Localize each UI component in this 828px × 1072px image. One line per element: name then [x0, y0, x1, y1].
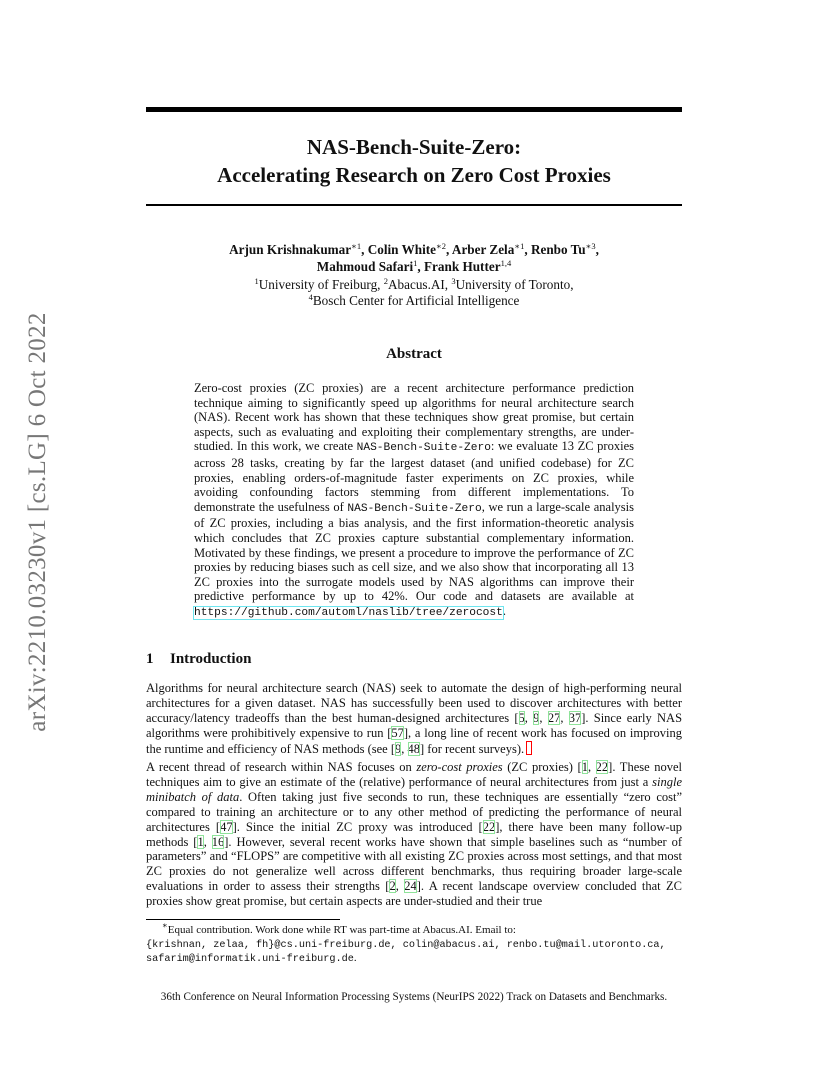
- para-text: ,: [560, 710, 569, 725]
- footnote-end: .: [353, 952, 357, 964]
- paper-title: [146, 133, 682, 189]
- citation-link[interactable]: 47: [220, 819, 233, 834]
- author-sup: ∗1: [351, 241, 362, 251]
- author-name: Arjun Krishnakumar: [229, 242, 352, 257]
- abstract-text: : we evaluate 13 ZC proxies across 28 tasks, creating by far the largest dataset (and unified codebase) for ZC proxies, enabling orders-of-magnitude faster experiments on ZC proxies, while avoiding confounding factors stemming from different implementations. To demonstrate the usefulness of: [194, 439, 634, 514]
- code-url-link[interactable]: https://github.com/automl/naslib/tree/zerocost: [194, 606, 503, 619]
- abstract-heading: Abstract: [386, 346, 442, 362]
- affil-sup: 1: [254, 276, 259, 286]
- para-text: ], there have been many follow-up methods [: [146, 819, 683, 849]
- citation-link[interactable]: 22: [595, 760, 609, 774]
- author-name: Colin White: [367, 242, 437, 257]
- para-text: (ZC proxies) [: [502, 760, 582, 774]
- footnote-marker: ∗: [162, 920, 168, 930]
- abstract-body: [194, 381, 634, 621]
- author-sup: ∗1: [514, 241, 525, 251]
- section-heading: [146, 651, 251, 668]
- affil-sup: 2: [383, 276, 389, 286]
- para-text: ]. These novel techniques aim to give an estimate of the (relative) performance of neural architectures from just a: [146, 760, 683, 789]
- footnote-text: Equal contribution. Work done while RT was part-time at Abacus.AI. Email to:: [167, 924, 516, 936]
- citation-link[interactable]: 1: [581, 760, 588, 774]
- affil-name: Abacus.AI,: [388, 277, 452, 292]
- abstract-text: .: [502, 603, 506, 618]
- citation-link[interactable]: 22: [482, 819, 496, 834]
- para-text: ]. However, several recent works have shown that simple baselines such as “number of parameters” and “FLOPS” are competitive with all existing ZC proxies across most settings, and that most ZC proxies do not generalize well across different benchmarks, thus requiring broader large-scale evaluations in order to assess their strengths [: [146, 834, 682, 894]
- title-top-rule: [146, 107, 682, 112]
- footnote-link-marker[interactable]: [526, 741, 532, 755]
- citation-link[interactable]: 9: [533, 710, 540, 725]
- para-text: A recent thread of research within NAS focuses on: [146, 760, 417, 774]
- para-text: ,: [203, 834, 212, 849]
- author-name: Mahmoud Safari: [316, 259, 414, 274]
- para-text: ,: [395, 879, 405, 894]
- author-sup: ∗2: [436, 241, 447, 251]
- emphasis-text: zero-cost proxies: [416, 760, 503, 774]
- citation-link[interactable]: 24: [404, 879, 417, 894]
- para-text: ]. Since the initial ZC proxy was introduced [: [232, 819, 483, 834]
- affil-sup: 4: [308, 292, 313, 302]
- title-line-2: Accelerating Research on Zero Cost Proxies: [217, 163, 611, 187]
- citation-link[interactable]: 2: [389, 879, 396, 894]
- author-sup: 1: [413, 258, 418, 268]
- para-text: . Often taking just five seconds to run, these techniques are essentially “zero cost” compared to training an architecture or to any other method of predicting the performance of neural architectures [: [146, 789, 682, 834]
- affil-name: University of Freiburg,: [258, 277, 384, 292]
- author-list: Arjun Krishnakumar$^{∗1}$, Colin White$^{∗2}$, Arber Zela$^{∗1}$, Renbo $Tu^{∗3}$, Mahmoud Safari$^1$, Frank Hutter$^{1,4}$: [229, 241, 599, 274]
- citation-link[interactable]: 5: [518, 710, 525, 725]
- arxiv-stamp: [18, 295, 58, 750]
- para-text: ] for recent surveys).: [420, 741, 525, 756]
- footnote-emails: {krishnan, zelaa, fh}@cs.uni-freiburg.de, colin@abacus.ai, renbo.tu@mail.utoronto.ca,: [146, 939, 666, 951]
- footnote: [146, 920, 682, 967]
- abstract-text: , we run a large-scale analysis of ZC proxies, including a bias analysis, and the first information-theoretic analysis which concludes that ZC proxies capture substantial complementary information. Motivated by these findings, we present a procedure to improve the performance of ZC proxies by reducing biases such as cell size, and we also show that incorporating all 13 ZC proxies into the surrogate models used by NAS algorithms can improve their predictive performance by up to 42%. Our code and datasets are available at: [194, 499, 634, 604]
- intro-paragraph-1: [146, 681, 682, 757]
- author-name: Renbo Tu: [530, 242, 586, 257]
- para-text: ]. A recent landscape overview concluded that ZC proxies show great promise, but certain aspects are under-studied and their true: [146, 879, 682, 909]
- section-title: Introduction: [170, 651, 252, 667]
- para-text: ]. Since early NAS algorithms were prohibitively expensive to run [: [146, 710, 683, 740]
- author-name: Frank Hutter: [424, 259, 501, 274]
- para-text: ,: [539, 710, 548, 725]
- para-text: ,: [587, 760, 596, 774]
- code-name: NAS-Bench-Suite-Zero: [356, 442, 491, 455]
- footnote-emails: safarim@informatik.uni-freiburg.de: [146, 954, 354, 965]
- title-line-1: NAS-Bench-Suite-Zero:: [306, 135, 522, 159]
- author-name: Arber Zela: [451, 242, 515, 257]
- para-text: ,: [524, 710, 534, 725]
- code-name: NAS-Bench-Suite-Zero: [347, 502, 482, 515]
- abstract-text: Zero-cost proxies (ZC proxies) are a recent architecture performance prediction technique aiming to significantly speed up algorithms for neural architecture search (NAS). Recent work has shown that these techniques show great promise, but certain aspects, such as evaluating and exploiting their complementary strengths, are under-studied. In this work, we create: [194, 381, 634, 454]
- affiliations: [146, 277, 682, 309]
- citation-link[interactable]: 16: [211, 834, 225, 849]
- author-sup: 1,4: [500, 258, 512, 268]
- citation-link[interactable]: 57: [391, 725, 404, 740]
- citation-link[interactable]: 37: [568, 710, 582, 725]
- citation-link[interactable]: 1: [197, 834, 204, 849]
- author-sup: ∗3: [585, 241, 596, 251]
- citation-link[interactable]: 48: [407, 741, 420, 756]
- affil-name: Bosch Center for Artificial Intelligence: [312, 293, 520, 308]
- para-text: ,: [401, 741, 408, 756]
- citation-link[interactable]: 9: [395, 741, 402, 756]
- conference-footer: 36th Conference on Neural Information Processing Systems (NeurIPS 2022) Track on Datasets and Benchmarks.: [160, 991, 668, 1003]
- emphasis-text: single minibatch of data: [146, 774, 682, 804]
- affil-name: University of Toronto,: [455, 277, 574, 292]
- citation-link[interactable]: 27: [547, 710, 561, 725]
- intro-paragraph-2: [146, 760, 682, 909]
- arxiv-stamp-text: arXiv:2210.03230v1 [cs.LG] 6 Oct 2022: [24, 312, 51, 732]
- para-text: ], a long line of recent work has focused on improving the runtime and efficiency of NAS methods (see [: [146, 725, 682, 756]
- title-bottom-rule: [146, 204, 682, 206]
- para-text: Algorithms for neural architecture search (NAS) seek to automate the design of high-performing neural architectures for a given dataset. NAS has successfully been used to discover architectures with better accuracy/latency tradeoffs than the best human-designed architectures [: [146, 681, 682, 725]
- footnote-rule: [146, 919, 340, 920]
- affil-sup: 3: [451, 276, 456, 286]
- section-number: 1: [146, 651, 154, 667]
